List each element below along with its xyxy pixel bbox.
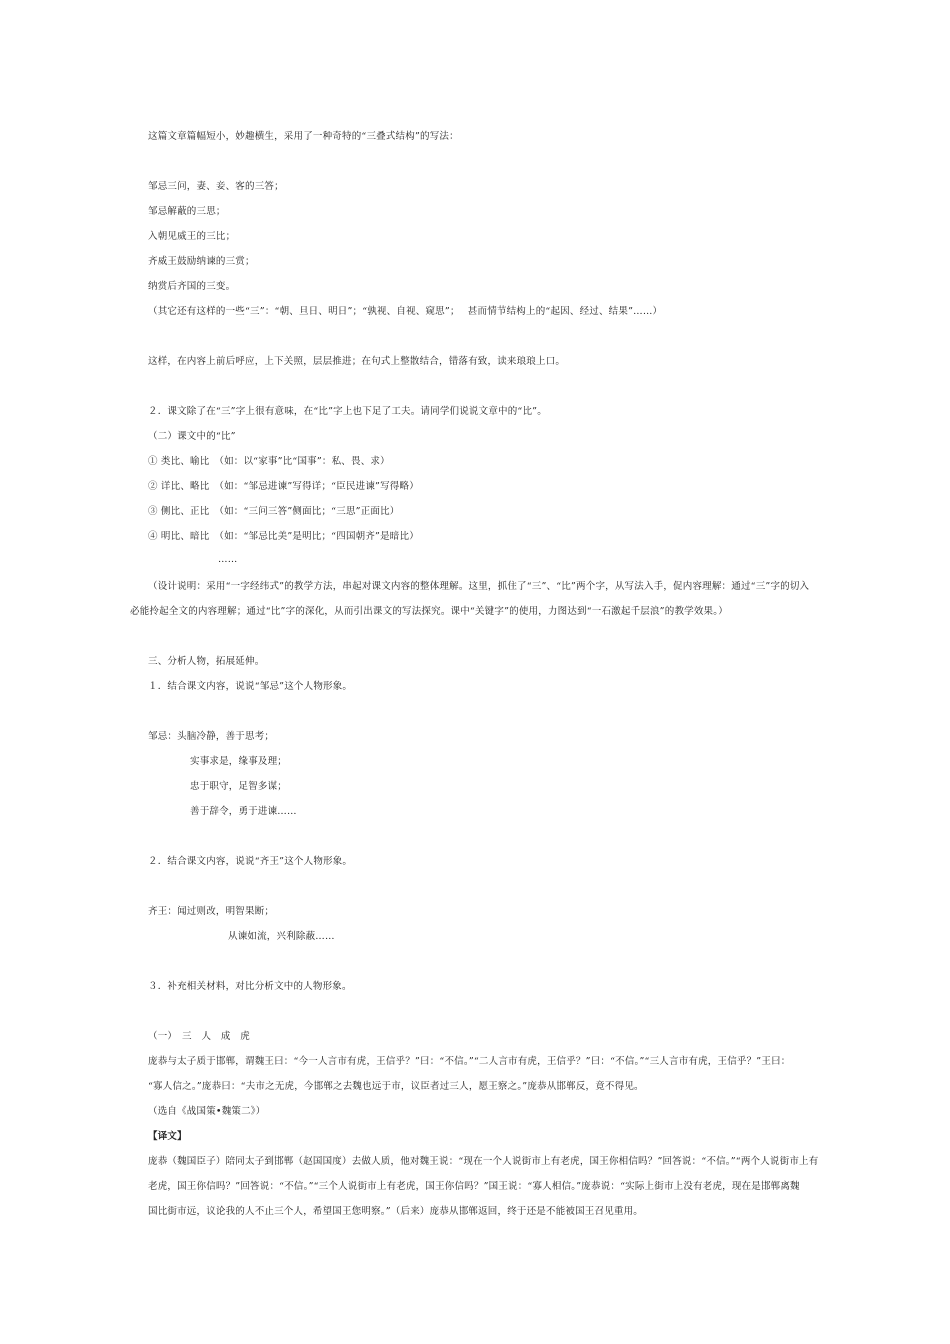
section-3-heading: 三、分析人物，拓展延伸。 [148,656,265,667]
bi-heading: （二）课文中的“比” [148,431,236,442]
story-text-line: 庞恭与太子质于邯郸，谓魏王曰：“今一人言市有虎，王信乎？”曰：“不信。”“二人言市有虎，王信乎？”曰：“不信。”“三人言市有虎，王信乎？”王曰： [148,1056,791,1067]
question-2: ２．课文除了在“三”字上很有意味，在“比”字上也下足了工夫。请同学们说说文章中的“比”。 [148,406,547,417]
intro-text: 这篇文章篇幅短小，妙趣横生，采用了一种奇特的“三叠式结构”的写法： [148,131,459,142]
triple-item: 纳赏后齐国的三变。 [148,281,236,292]
zouji-trait: 善于辞令，勇于进谏…… [190,806,297,817]
question-3-3: ３．补充相关材料，对比分析文中的人物形象。 [148,981,352,992]
translation-line: 庞恭（魏国臣子）陪同太子到邯郸（赵国国度）去做人质，他对魏王说：“现在一个人说街市上有老虎，国王你相信吗？”回答说：“不信。”“两个人说街市上有 [148,1156,819,1167]
zouji-trait: 实事求是，缘事及理； [190,756,288,767]
bi-item: ③ 侧比、正比 （如：“三问三答”侧面比；“三思”正面比） [148,506,400,517]
triple-item: 邹忌三问，妻、妾、客的三答； [148,181,284,192]
qiwang-trait: 齐王：闻过则改，明智果断； [148,906,275,917]
question-3-2: ２．结合课文内容，说说“齐王”这个人物形象。 [148,856,353,867]
summary-text: 这样，在内容上前后呼应，上下关照，层层推进；在句式上整散结合，错落有致，读来琅琅上口。 [148,356,566,367]
design-note-line: （设计说明：采用“一字经纬式”的教学方法，串起对课文内容的整体理解。这里，抓住了“三”、“比”两个字，从写法入手，促内容理解：通过“三”字的切入 [148,581,810,592]
translation-line: 老虎，国王你信吗？”回答说：“不信。”“三个人说街市上有老虎，国王你信吗？”国王说：“寡人相信。”庞恭说：“实际上街市上没有老虎，现在是邯郸离魏 [148,1181,800,1192]
triple-item: 邹忌解蔽的三思； [148,206,226,217]
qiwang-trait: 从谏如流，兴利除蔽…… [228,931,335,942]
bi-item: ① 类比、喻比 （如：以“家事”比“国事”：私、畏、求） [148,456,390,467]
translation-line: 国比街市远，议论我的人不止三个人，希望国王您明察。”（后来）庞恭从邯郸返回，终于还是不能被国王召见重用。 [148,1206,644,1217]
zouji-trait: 忠于职守，足智多谋； [190,781,288,792]
question-3-1: １．结合课文内容，说说“邹忌”这个人物形象。 [148,681,353,692]
bi-item: ② 详比、略比 （如：“邹忌进谏”写得详；“臣民进谏”写得略） [148,481,419,492]
triple-note: （其它还有这样的一些“三”：“朝、旦日、明日”；“孰视、自视、窥思”； 甚而情节结构上的“起因、经过、结果”……） [148,306,663,317]
translation-label: 【译文】 [148,1131,187,1142]
triple-item: 入朝见威王的三比； [148,231,236,242]
zouji-trait: 邹忌：头脑冷静，善于思考； [148,731,275,742]
design-note-line: 必能拎起全文的内容理解；通过“比”字的深化，从而引出课文的写法探究。课中“关键字”的使用，力图达到“一石激起千层浪”的教学效果。） [130,606,728,617]
triple-item: 齐威王鼓励纳谏的三赏； [148,256,255,267]
story-source: （选自《战国策•魏策二》） [148,1106,266,1117]
story-title: （一） 三 人 成 虎 [148,1031,250,1042]
story-text-line: “寡人信之。”庞恭曰：“夫市之无虎，今邯郸之去魏也远于市，议臣者过三人，愿王察之。”庞恭从邯郸反，竟不得见。 [148,1081,644,1092]
ellipsis: …… [218,554,238,565]
bi-item: ④ 明比、暗比 （如：“邹忌比美”是明比；“四国朝齐”是暗比） [148,531,419,542]
